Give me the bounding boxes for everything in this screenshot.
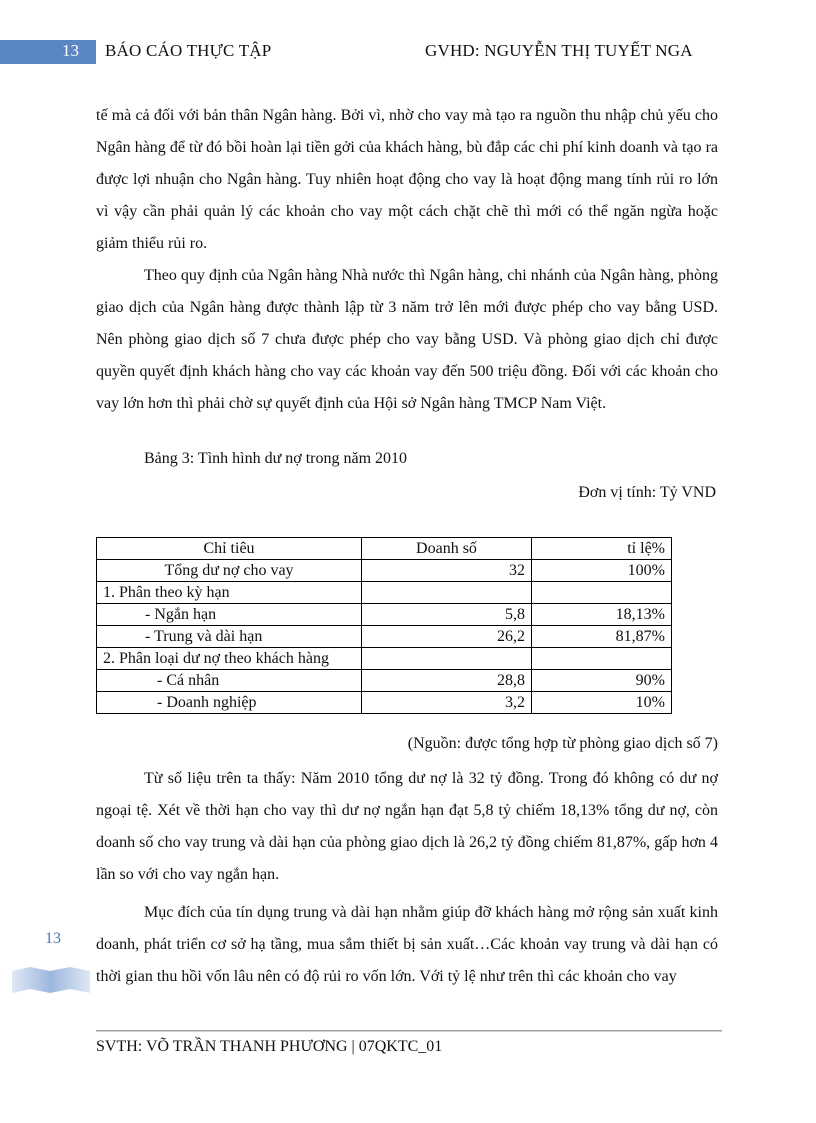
row-label: - Ngắn hạn: [97, 604, 362, 626]
header-cell-ratio: tỉ lệ%: [532, 538, 672, 560]
header-cell-sales: Doanh số: [362, 538, 532, 560]
empty-cell: [362, 648, 532, 670]
group-title: 2. Phân loại dư nợ theo khách hàng: [97, 648, 362, 670]
row-value: 26,2: [362, 626, 532, 648]
table-row: [97, 670, 672, 692]
row-pct: 100%: [532, 560, 672, 582]
header-advisor: GVHD: NGUYỄN THỊ TUYẾT NGA: [425, 41, 693, 60]
table-unit: Đơn vị tính: Tỷ VND: [578, 484, 716, 501]
footer-author: SVTH: VÕ TRẦN THANH PHƯƠNG | 07QKTC_01: [96, 1038, 443, 1055]
header-title: BÁO CÁO THỰC TẬP: [105, 41, 272, 60]
footer-divider: [96, 1030, 722, 1032]
table-header-row: [97, 538, 672, 560]
row-label: - Cá nhân: [97, 670, 362, 692]
row-pct: 10%: [532, 692, 672, 714]
row-value: 3,2: [362, 692, 532, 714]
row-pct: 90%: [532, 670, 672, 692]
table-group-row: [97, 582, 672, 604]
row-label: Tổng dư nợ cho vay: [97, 560, 362, 582]
paragraph-4: Mục đích của tín dụng trung và dài hạn nhằm giúp đỡ khách hàng mở rộng sản xuất kinh doanh, phát triển cơ sở hạ tầng, mua sắm thiết bị sản xuất…Các khoản vay trung và dài hạn có thời gian thu hồi vốn lâu nên có độ rủi ro vốn lớn. Với tỷ lệ như trên thì các khoản cho vay: [96, 904, 718, 985]
row-label: - Doanh nghiệp: [97, 692, 362, 714]
header-page-number: 13: [62, 41, 79, 60]
paragraph-2: Theo quy định của Ngân hàng Nhà nước thì Ngân hàng, chi nhánh của Ngân hàng, phòng giao dịch của Ngân hàng được thành lập từ 3 năm trở lên mới được phép cho vay bằng USD. Nên phòng giao dịch số 7 chưa được phép cho vay bằng USD. Và phòng giao dịch chỉ được quyền quyết định khách hàng cho vay các khoản vay đến 500 triệu đồng. Đối với các khoản cho vay lớn hơn thì phải chờ sự quyết định của Hội sở Ngân hàng TMCP Nam Việt.: [96, 267, 718, 412]
body-text-top: [96, 100, 718, 420]
empty-cell: [532, 648, 672, 670]
group-title: 1. Phân theo kỳ hạn: [97, 582, 362, 604]
side-page-number: 13: [45, 930, 61, 947]
table-source: (Nguồn: được tổng hợp từ phòng giao dịch số 7): [407, 735, 718, 752]
row-label: - Trung và dài hạn: [97, 626, 362, 648]
row-value: 5,8: [362, 604, 532, 626]
row-pct: 18,13%: [532, 604, 672, 626]
debt-table: [96, 537, 672, 714]
row-value: 28,8: [362, 670, 532, 692]
row-pct: 81,87%: [532, 626, 672, 648]
page-ribbon-icon: [12, 965, 90, 995]
header-cell-indicator: Chỉ tiêu: [97, 538, 362, 560]
table-caption: Bảng 3: Tình hình dư nợ trong năm 2010: [144, 450, 408, 467]
empty-cell: [362, 582, 532, 604]
paragraph-3: Từ số liệu trên ta thấy: Năm 2010 tổng dư nợ là 32 tỷ đồng. Trong đó không có dư nợ ngoại tệ. Xét về thời hạn cho vay thì dư nợ ngắn hạn đạt 5,8 tỷ chiếm 18,13% tổng dư nợ, còn doanh số cho vay trung và dài hạn của phòng giao dịch là 26,2 tỷ đồng chiếm 81,87%, gấp hơn 4 lần so với cho vay ngắn hạn.: [96, 770, 718, 883]
table-row: [97, 560, 672, 582]
body-text-bottom: [96, 763, 718, 993]
table-row: [97, 604, 672, 626]
table-row: [97, 626, 672, 648]
header-accent-bar: [0, 40, 96, 64]
row-value: 32: [362, 560, 532, 582]
paragraph-1: tế mà cả đối với bản thân Ngân hàng. Bởi vì, nhờ cho vay mà tạo ra nguồn thu nhập chủ yếu cho Ngân hàng để từ đó bồi hoàn lại tiền gởi của khách hàng, bù đắp các chi phí kinh doanh và tạo ra được lợi nhuận cho Ngân hàng. Tuy nhiên hoạt động cho vay là hoạt động mang tính rủi ro lớn vì vậy cần phải quản lý các khoản cho vay một cách chặt chẽ thì mới có thể ngăn ngừa hoặc giảm thiểu rủi ro.: [96, 107, 718, 252]
empty-cell: [532, 582, 672, 604]
table-row: [97, 692, 672, 714]
table-group-row: [97, 648, 672, 670]
